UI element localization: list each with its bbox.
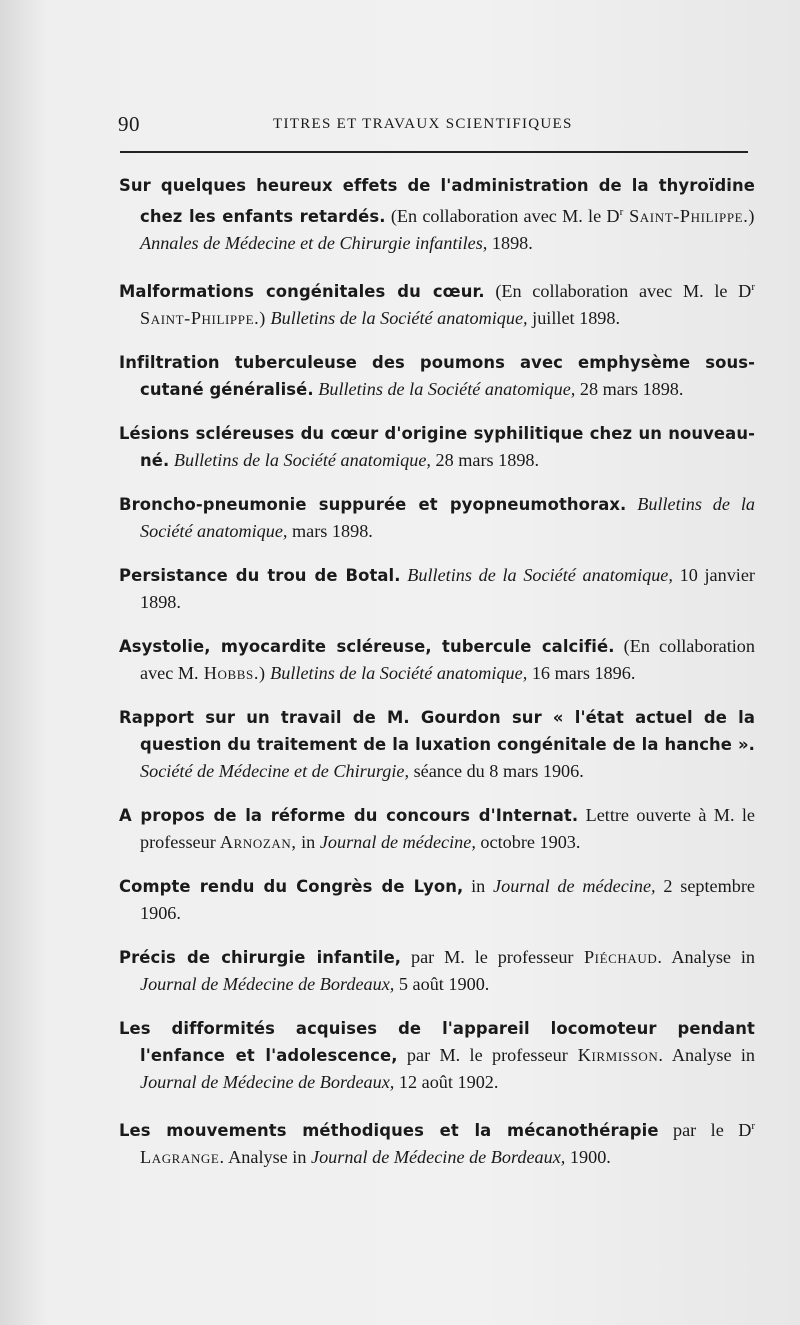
entry-details: 12 août 1902. bbox=[394, 1072, 499, 1093]
publication-entry bbox=[119, 274, 755, 332]
entry-journal: Journal de Médecine de Bordeaux, bbox=[140, 974, 395, 995]
entry-title: Sur quelques heureux effets de l'administration de la thyroïdine chez les enfants retardés. bbox=[119, 176, 755, 227]
entry-journal: Journal de Médecine de Bordeaux, bbox=[140, 1072, 395, 1093]
publication-entry bbox=[119, 1015, 755, 1096]
entry-details: 10 janvier 1898. bbox=[140, 565, 755, 613]
page-header bbox=[118, 112, 750, 142]
publication-entry bbox=[119, 172, 755, 257]
entry-text: in bbox=[463, 876, 486, 897]
entry-text: Analyse in bbox=[662, 947, 756, 968]
entry-author-name: Saint-Philippe.) bbox=[623, 206, 756, 227]
entry-title: A propos de la réforme du concours d'Internat. bbox=[119, 806, 579, 826]
entry-text: Analyse in bbox=[224, 1147, 307, 1168]
entry-details: juillet 1898. bbox=[527, 308, 621, 329]
publication-entry bbox=[119, 873, 755, 927]
entry-title: Compte rendu du Congrès de Lyon, bbox=[119, 877, 464, 897]
entry-text: par M. le professeur bbox=[401, 947, 574, 968]
publication-entry bbox=[119, 1113, 755, 1171]
entry-author-name: Lagrange. bbox=[140, 1147, 225, 1168]
entry-author-name: Piéchaud. bbox=[573, 947, 663, 968]
entry-author-name: Arnozan, bbox=[215, 832, 297, 853]
entry-title: Lésions scléreuses du cœur d'origine syphilitique chez un nouveau-né. bbox=[119, 424, 755, 471]
entry-journal: Bulletins de la Société anatomique, bbox=[313, 379, 576, 400]
entry-details: 2 septembre 1906. bbox=[140, 876, 755, 924]
publication-entry bbox=[119, 944, 755, 998]
entry-details: mars 1898. bbox=[287, 521, 373, 542]
publication-entry bbox=[119, 704, 755, 785]
entry-details: séance du 8 mars 1906. bbox=[409, 761, 584, 782]
entry-title: Précis de chirurgie infantile, bbox=[119, 948, 402, 968]
running-head: TITRES ET TRAVAUX SCIENTIFIQUES bbox=[273, 116, 573, 132]
entry-text: (En collaboration avec M. le D bbox=[385, 206, 620, 227]
entry-title: Les mouvements méthodiques et la mécanothérapie bbox=[119, 1121, 659, 1141]
publication-entry bbox=[119, 633, 755, 687]
entry-title: Asystolie, myocardite scléreuse, tubercule calcifié. bbox=[119, 637, 615, 657]
entry-title: Infiltration tuberculeuse des poumons avec emphysème sous-cutané généralisé. bbox=[119, 353, 755, 400]
entry-details: 5 août 1900. bbox=[394, 974, 490, 995]
entry-title: Rapport sur un travail de M. Gourdon sur « l'état actuel de la question du traitement de la luxation congénitale de la hanche ». bbox=[119, 708, 755, 755]
entry-journal: Bulletins de la Société anatomique, bbox=[265, 663, 528, 684]
entry-text: (En collaboration avec M. bbox=[140, 636, 755, 684]
entry-author-name: Hobbs.) bbox=[198, 663, 266, 684]
publication-entry bbox=[119, 802, 755, 856]
entry-superscript: r bbox=[751, 281, 755, 294]
entry-details: 1898. bbox=[487, 233, 533, 254]
entry-details: 28 mars 1898. bbox=[430, 450, 540, 471]
entry-journal: Société de Médecine et de Chirurgie, bbox=[140, 761, 410, 782]
entry-superscript: r bbox=[619, 206, 624, 218]
entry-details: 1900. bbox=[565, 1147, 611, 1168]
entry-title: Les difformités acquises de l'appareil locomoteur pendant l'enfance et l'adolescence, bbox=[119, 1019, 755, 1066]
entry-superscript: r bbox=[751, 1120, 755, 1133]
entry-journal: Bulletins de la Société anatomique, bbox=[265, 308, 528, 329]
entry-title: Broncho-pneumonie suppurée et pyopneumothorax. bbox=[119, 495, 627, 515]
entry-title: Malformations congénitales du cœur. bbox=[119, 282, 485, 302]
entry-journal: Annales de Médecine et de Chirurgie infantiles, bbox=[140, 233, 488, 254]
entry-journal: Bulletins de la Société anatomique, bbox=[169, 450, 431, 471]
entry-details: 16 mars 1896. bbox=[527, 663, 636, 684]
publication-entry bbox=[119, 562, 755, 616]
header-rule bbox=[120, 151, 748, 153]
entry-journal: Journal de Médecine de Bordeaux, bbox=[306, 1147, 566, 1168]
entry-text: par M. le professeur bbox=[397, 1045, 568, 1066]
entry-author-name: Saint-Philippe.) bbox=[140, 308, 266, 329]
entry-text: in bbox=[296, 832, 316, 853]
publication-entry bbox=[119, 349, 755, 403]
publication-entry bbox=[119, 420, 755, 474]
entry-journal: Journal de médecine, bbox=[315, 832, 476, 853]
page-number: 90 bbox=[118, 112, 140, 136]
entry-journal: Bulletins de la Société anatomique, bbox=[140, 494, 755, 542]
entry-details: 28 mars 1898. bbox=[575, 379, 684, 400]
entry-author-name: Kirmisson. bbox=[567, 1045, 664, 1066]
entry-text: par le D bbox=[658, 1120, 752, 1141]
entry-text: Analyse in bbox=[663, 1045, 756, 1066]
entry-journal: Bulletins de la Société anatomique, bbox=[400, 565, 673, 586]
publication-entry bbox=[119, 491, 755, 545]
entry-details: octobre 1903. bbox=[475, 832, 581, 853]
entry-text: (En collaboration avec M. le D bbox=[484, 281, 752, 302]
publication-list bbox=[119, 172, 755, 1188]
entry-text: Lettre ouverte à M. le professeur bbox=[140, 805, 755, 853]
entry-title: Persistance du trou de Botal. bbox=[119, 566, 401, 586]
entry-journal: Journal de médecine, bbox=[485, 876, 656, 897]
